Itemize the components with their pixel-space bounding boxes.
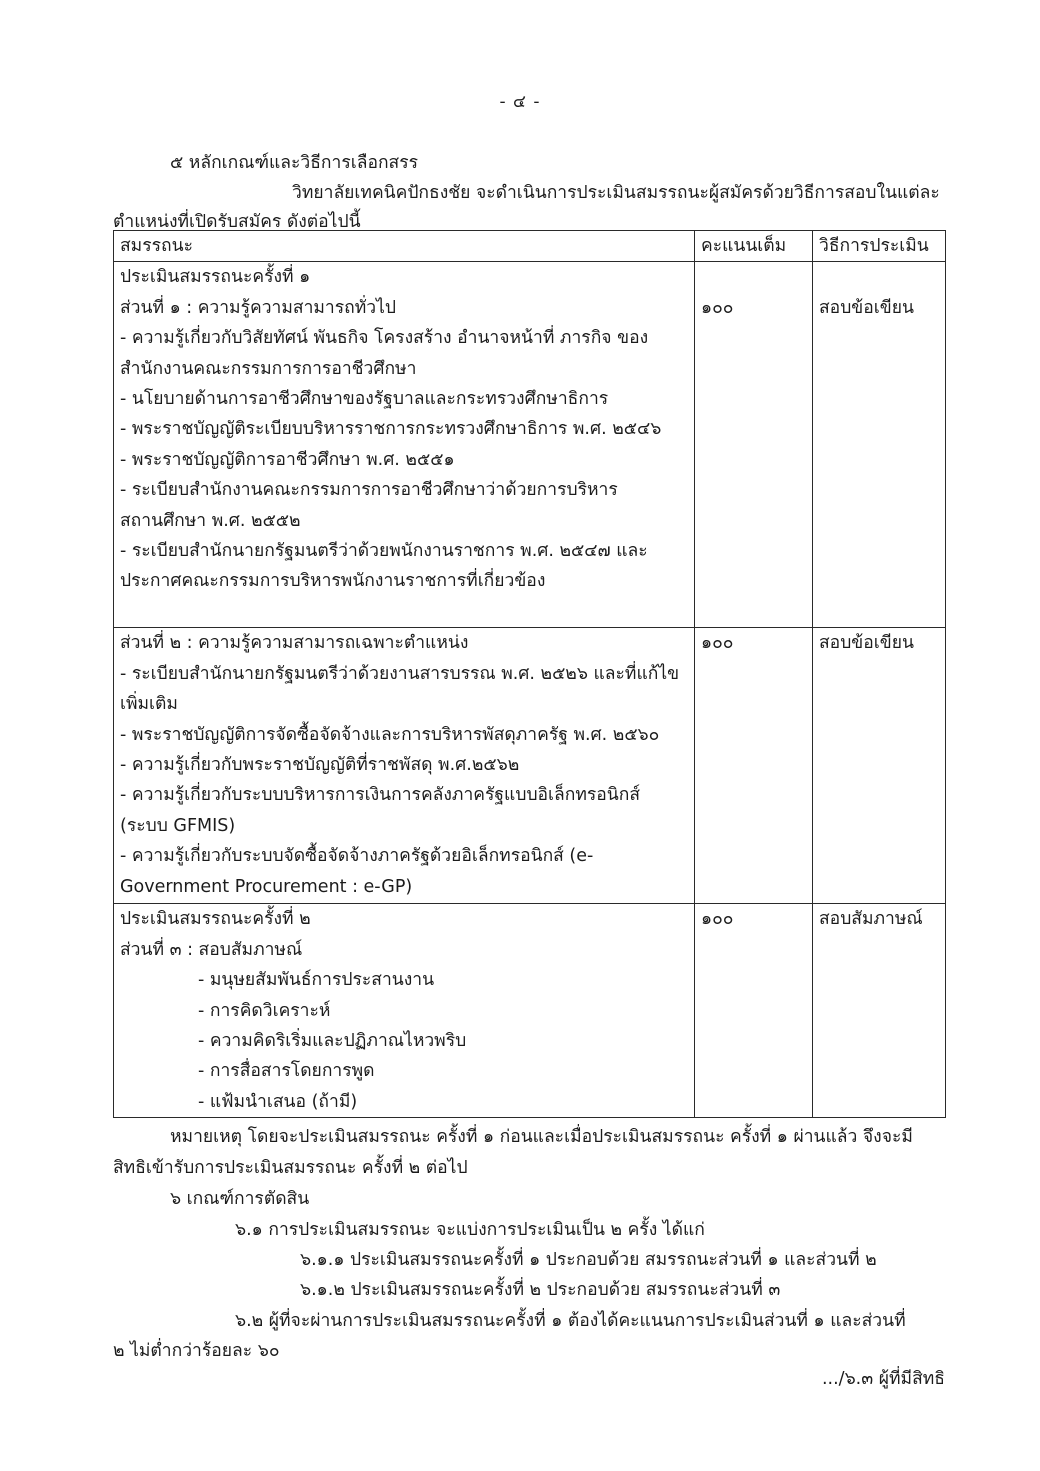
competency-line: ส่วนที่ ๓ : สอบสัมภาษณ์: [120, 939, 303, 960]
section-6-1: ๖.๑ การประเมินสมรรถนะ จะแบ่งการประเมินเป็น ๒ ครั้ง ได้แก่: [235, 1220, 705, 1240]
header-competency: สมรรถนะ: [114, 231, 695, 262]
score-cell: [695, 262, 813, 628]
competency-cell: [114, 628, 695, 904]
competency-line: - พระราชบัญญัติการจัดซื้อจัดจ้างและการบริหารพัสดุภาครัฐ พ.ศ. ๒๕๖๐: [120, 724, 660, 745]
competency-line: - ระเบียบสำนักนายกรัฐมนตรีว่าด้วยงานสารบรรณ พ.ศ. ๒๕๒๖ และที่แก้ไข: [120, 663, 680, 684]
section-6-1-1: ๖.๑.๑ ประเมินสมรรถนะครั้งที่ ๑ ประกอบด้วย สมรรถนะส่วนที่ ๑ และส่วนที่ ๒: [300, 1250, 877, 1270]
header-method: วิธีการประเมิน: [813, 231, 946, 262]
score-value: ๑๐๐: [701, 633, 734, 654]
competency-line: - ระเบียบสำนักนายกรัฐมนตรีว่าด้วยพนักงานราชการ พ.ศ. ๒๕๔๗ และ: [120, 541, 648, 562]
score-value: ๑๐๐: [701, 909, 734, 930]
score-cell: [695, 628, 813, 904]
competency-line: - ความรู้เกี่ยวกับวิสัยทัศน์ พันธกิจ โครงสร้าง อำนาจหน้าที่ ภารกิจ ของ: [120, 328, 649, 349]
section-5-heading: ๕ หลักเกณฑ์และวิธีการเลือกสรร: [170, 153, 419, 173]
competency-line: ประเมินสมรรถนะครั้งที่ ๒: [120, 909, 311, 930]
interview-item: - แฟ้มนำเสนอ (ถ้ามี): [198, 1091, 358, 1112]
method-cell: [813, 904, 946, 1118]
competency-line: Government Procurement : e-GP): [120, 876, 413, 897]
competency-line: - พระราชบัญญัติการอาชีวศึกษา พ.ศ. ๒๕๕๑: [120, 449, 455, 470]
method-cell: [813, 628, 946, 904]
score-cell: [695, 904, 813, 1118]
note-line-2: สิทธิเข้ารับการประเมินสมรรถนะ ครั้งที่ ๒ ต่อไป: [113, 1158, 468, 1178]
note-line-1: หมายเหตุ โดยจะประเมินสมรรถนะ ครั้งที่ ๑ ก่อนและเมื่อประเมินสมรรถนะ ครั้งที่ ๑ ผ่านแล้ว จึงจะมี: [170, 1127, 913, 1147]
table-row: [114, 904, 946, 1118]
competency-line: - ความรู้เกี่ยวกับระบบจัดซื้อจัดจ้างภาครัฐด้วยอิเล็กทรอนิกส์ (e-: [120, 846, 594, 867]
interview-item: - การสื่อสารโดยการพูด: [198, 1061, 375, 1082]
section-5-intro-line-1: วิทยาลัยเทคนิคปักธงชัย จะดำเนินการประเมินสมรรถนะผู้สมัครด้วยวิธีการสอบในแต่ละ: [292, 183, 940, 203]
page-number: - ๔ -: [499, 92, 541, 112]
method-value: สอบข้อเขียน: [819, 297, 914, 318]
competency-line: ประเมินสมรรถนะครั้งที่ ๑: [120, 267, 311, 288]
competency-line: ประกาศคณะกรรมการบริหารพนักงานราชการที่เกี่ยวข้อง: [120, 571, 546, 592]
table-row: [114, 262, 946, 628]
section-5-intro-line-2: ตำแหน่งที่เปิดรับสมัคร ดังต่อไปนี้: [113, 212, 361, 232]
competency-cell: [114, 904, 695, 1118]
competency-line: - ระเบียบสำนักงานคณะกรรมการการอาชีวศึกษาว่าด้วยการบริหาร: [120, 480, 618, 501]
method-value: สอบข้อเขียน: [819, 633, 914, 654]
competency-line: ส่วนที่ ๒ : ความรู้ความสามารถเฉพาะตำแหน่ง: [120, 633, 469, 654]
competency-line: - ความรู้เกี่ยวกับพระราชบัญญัติที่ราชพัสดุ พ.ศ.๒๕๖๒: [120, 755, 520, 776]
table-header-row: [114, 231, 946, 262]
interview-item: - การคิดวิเคราะห์: [198, 1000, 331, 1021]
competency-line: สถานศึกษา พ.ศ. ๒๕๕๒: [120, 510, 301, 531]
score-value: ๑๐๐: [701, 297, 734, 318]
table-row: [114, 628, 946, 904]
section-6-heading: ๖ เกณฑ์การตัดสิน: [170, 1189, 310, 1209]
interview-item: - ความคิดริเริ่มและปฏิภาณไหวพริบ: [198, 1031, 467, 1052]
competency-line: - ความรู้เกี่ยวกับระบบบริหารการเงินการคลังภาครัฐแบบอิเล็กทรอนิกส์: [120, 785, 641, 806]
section-6-1-2: ๖.๑.๒ ประเมินสมรรถนะครั้งที่ ๒ ประกอบด้วย สมรรถนะส่วนที่ ๓: [300, 1280, 781, 1300]
competency-table: [113, 230, 946, 1118]
competency-cell: [114, 262, 695, 628]
competency-line: - นโยบายด้านการอาชีวศึกษาของรัฐบาลและกระทรวงศึกษาธิการ: [120, 389, 609, 410]
competency-line: เพิ่มเติม: [120, 694, 178, 715]
continuation-marker: .../๖.๓ ผู้ที่มีสิทธิ: [821, 1369, 945, 1389]
competency-line: สำนักงานคณะกรรมการการอาชีวศึกษา: [120, 358, 417, 379]
competency-line: - พระราชบัญญัติระเบียบบริหารราชการกระทรวงศึกษาธิการ พ.ศ. ๒๕๔๖: [120, 419, 662, 440]
header-full-score: คะแนนเต็ม: [695, 231, 813, 262]
method-value: สอบสัมภาษณ์: [819, 909, 923, 930]
competency-line: (ระบบ GFMIS): [120, 815, 236, 836]
competency-line: ส่วนที่ ๑ : ความรู้ความสามารถทั่วไป: [120, 297, 397, 318]
interview-item: - มนุษยสัมพันธ์การประสานงาน: [198, 970, 435, 991]
method-cell: [813, 262, 946, 628]
section-6-2-line-1: ๖.๒ ผู้ที่จะผ่านการประเมินสมรรถนะครั้งที่ ๑ ต้องได้คะแนนการประเมินส่วนที่ ๑ และส่วนที่: [235, 1311, 906, 1331]
section-6-2-line-2: ๒ ไม่ต่ำกว่าร้อยละ ๖๐: [113, 1341, 280, 1361]
